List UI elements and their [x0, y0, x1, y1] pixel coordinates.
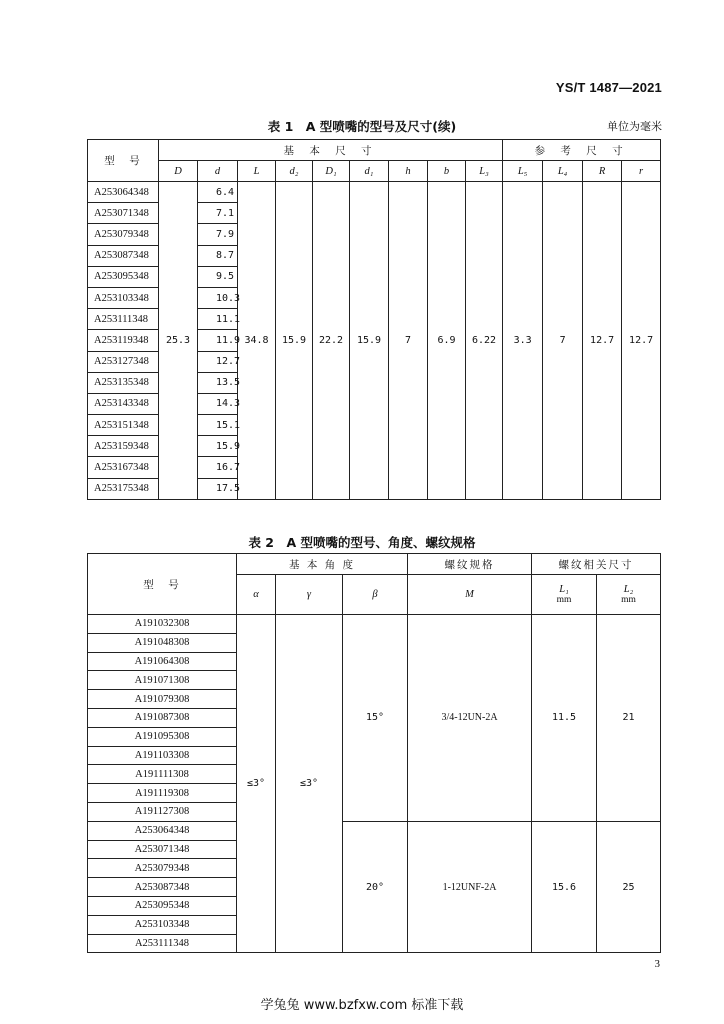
col-L2-unit: mm	[621, 595, 636, 605]
beta-value-group2: 20°	[343, 821, 408, 953]
col-M: M	[408, 575, 532, 615]
table-row	[88, 821, 661, 840]
model-cell: A253087348	[88, 245, 159, 266]
model-cell: A253095348	[88, 896, 237, 915]
col-L: L	[238, 161, 276, 182]
d-value: 6.4	[198, 182, 238, 203]
D-value: 25.3	[159, 182, 198, 500]
model-cell: A253103348	[88, 287, 159, 308]
col-L5: L₅	[503, 161, 543, 182]
beta-value-group1: 15°	[343, 615, 408, 822]
ref-dims-header: 参 考 尺 寸	[503, 140, 661, 161]
model-cell: A253135348	[88, 372, 159, 393]
alpha-value: ≤3°	[237, 615, 276, 953]
d-value: 13.5	[198, 372, 238, 393]
model-cell: A191048308	[88, 633, 237, 652]
d-value: 8.7	[198, 245, 238, 266]
model-cell: A253119348	[88, 330, 159, 351]
d2-value: 15.9	[276, 182, 313, 500]
R-value: 12.7	[583, 182, 622, 500]
page-number: 3	[654, 958, 660, 970]
L1-value-group2: 15.6	[532, 821, 597, 953]
col-L4: L₄	[543, 161, 583, 182]
standard-code: YS/T 1487—2021	[555, 80, 662, 95]
h-value: 7	[389, 182, 428, 500]
table1-unit: 单位为毫米	[607, 120, 662, 133]
col-L2-symbol: L₂	[623, 584, 634, 595]
d-value: 7.1	[198, 203, 238, 224]
col-d2: d₂	[276, 161, 313, 182]
col-L1-symbol: L₁	[559, 584, 569, 595]
L5-value: 3.3	[503, 182, 543, 500]
col-d: d	[198, 161, 238, 182]
table2-caption: 表 2 A 型喷嘴的型号、角度、螺纹规格	[248, 535, 476, 550]
col-L1	[532, 575, 597, 615]
d-value: 11.9	[198, 330, 238, 351]
download-footer: 学兔兔 www.bzfxw.com 标准下载	[260, 998, 464, 1013]
model-cell: A253079348	[88, 224, 159, 245]
L4-value: 7	[543, 182, 583, 500]
L2-value-group2: 25	[597, 821, 661, 953]
d-value: 15.9	[198, 436, 238, 457]
d-value: 16.7	[198, 457, 238, 478]
col-R: R	[583, 161, 622, 182]
col-beta: β	[343, 575, 408, 615]
model-cell: A253095348	[88, 266, 159, 287]
model-cell: A191032308	[88, 615, 237, 634]
col-gamma: γ	[276, 575, 343, 615]
L1-value-group1: 11.5	[532, 615, 597, 822]
model-header: 型 号	[88, 140, 159, 182]
model-cell: A191064308	[88, 652, 237, 671]
model-cell: A253159348	[88, 436, 159, 457]
b-value: 6.9	[428, 182, 466, 500]
col-h: h	[389, 161, 428, 182]
col-r: r	[622, 161, 661, 182]
basic-dims-header: 基 本 尺 寸	[159, 140, 503, 161]
model-cell: A191079308	[88, 690, 237, 709]
d-value: 14.3	[198, 393, 238, 414]
d-value: 10.3	[198, 287, 238, 308]
model-cell: A253064348	[88, 182, 159, 203]
thread-dims-header: 螺纹相关尺寸	[532, 554, 661, 575]
model-cell: A253111348	[88, 934, 237, 953]
col-alpha: α	[237, 575, 276, 615]
D1-value: 22.2	[313, 182, 350, 500]
model-cell: A191111308	[88, 765, 237, 784]
col-L3: L₃	[466, 161, 503, 182]
table-row	[88, 182, 661, 203]
model-cell: A253151348	[88, 415, 159, 436]
d-value: 17.5	[198, 478, 238, 499]
model-cell: A253103348	[88, 915, 237, 934]
L2-value-group1: 21	[597, 615, 661, 822]
d-value: 12.7	[198, 351, 238, 372]
model-header: 型 号	[88, 554, 237, 615]
d-value: 11.1	[198, 309, 238, 330]
gamma-value: ≤3°	[276, 615, 343, 953]
table2	[87, 553, 661, 953]
col-L2	[597, 575, 661, 615]
d-value: 9.5	[198, 266, 238, 287]
model-cell: A253071348	[88, 203, 159, 224]
table-row	[88, 615, 661, 634]
model-cell: A191127308	[88, 802, 237, 821]
model-cell: A253127348	[88, 351, 159, 372]
model-cell: A253064348	[88, 821, 237, 840]
d-value: 15.1	[198, 415, 238, 436]
model-cell: A191071308	[88, 671, 237, 690]
thread-value-group1: 3/4-12UN-2A	[408, 615, 532, 822]
r-value: 12.7	[622, 182, 661, 500]
model-cell: A191095308	[88, 727, 237, 746]
model-cell: A253143348	[88, 393, 159, 414]
model-cell: A253071348	[88, 840, 237, 859]
thread-value-group2: 1-12UNF-2A	[408, 821, 532, 953]
col-L1-unit: mm	[556, 595, 572, 605]
L3-value: 6.22	[466, 182, 503, 500]
model-cell: A191103308	[88, 746, 237, 765]
d-value: 7.9	[198, 224, 238, 245]
model-cell: A253087348	[88, 878, 237, 897]
table1-caption: 表 1 A 型喷嘴的型号及尺寸(续)	[267, 119, 457, 134]
L-value: 34.8	[238, 182, 276, 500]
d1-value: 15.9	[350, 182, 389, 500]
col-d1: d₁	[350, 161, 389, 182]
model-cell: A253167348	[88, 457, 159, 478]
col-b: b	[428, 161, 466, 182]
col-D: D	[159, 161, 198, 182]
col-D1: D₁	[313, 161, 350, 182]
model-cell: A191087308	[88, 708, 237, 727]
thread-spec-header: 螺纹规格	[408, 554, 532, 575]
model-cell: A191119308	[88, 784, 237, 803]
table1	[87, 139, 661, 500]
model-cell: A253175348	[88, 478, 159, 499]
model-cell: A253111348	[88, 309, 159, 330]
basic-angle-header: 基 本 角 度	[237, 554, 408, 575]
model-cell: A253079348	[88, 859, 237, 878]
